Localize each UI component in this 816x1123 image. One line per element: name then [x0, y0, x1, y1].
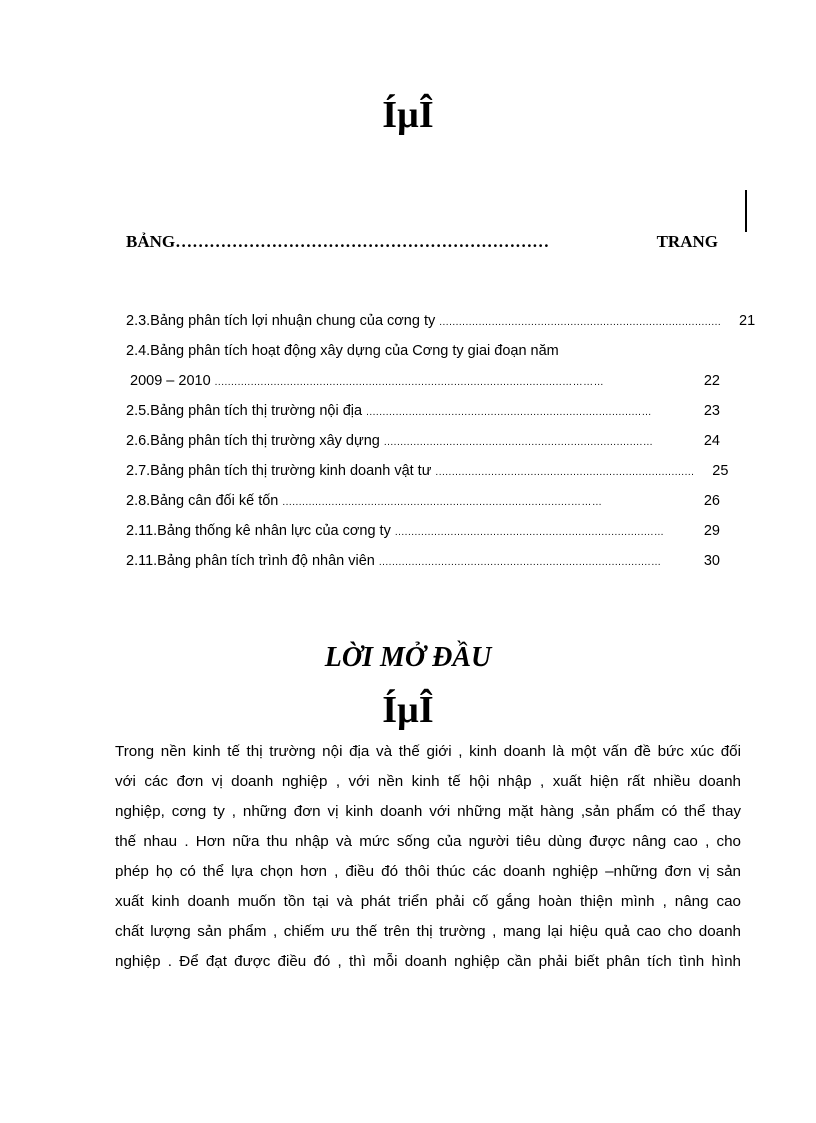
toc-item-leader: ........................................................................................……… [282, 497, 603, 508]
toc-item-label: 2.8.Bảng cân đối kế tốn [126, 493, 279, 509]
toc-item-leader: ...................................................................................… [378, 557, 662, 568]
toc-item-page: 24 [703, 433, 720, 449]
paragraph-line: với các đơn vị doanh nghiệp , với nền kinh tế hội nhập , xuất hiện rất nhiều doanh [115, 773, 741, 790]
toc-item[interactable] [126, 486, 720, 516]
paragraph-line: thế nhau . Hơn nữa thu nhập và mức sống của người tiêu dùng được nâng cao , cho [115, 833, 741, 850]
toc-item-leader: ............................................................................... [435, 467, 695, 478]
toc-item[interactable] [126, 516, 720, 546]
paragraph-line: xuất kinh doanh muốn tồn tại và phát triển phải cố gắng hoàn thiện mình , nâng cao [115, 893, 741, 910]
intro-paragraph [115, 737, 741, 977]
paragraph-line: nghiệp . Để đạt được điều đó , thì mỗi doanh nghiệp cần phải biết phân tích tình hình [115, 953, 741, 970]
toc-item-leader: ..........................................................................................................………… [214, 377, 605, 388]
toc-list [126, 306, 756, 576]
toc-item-page: 26 [703, 493, 720, 509]
toc-item[interactable] [126, 306, 756, 336]
toc-header-left: BẢNG [126, 232, 176, 251]
toc-item-label: 2.5.Bảng phân tích thị trường nội địa [126, 403, 363, 419]
ornament-mid: ÍµÎ [382, 689, 434, 731]
text-cursor-bar [745, 190, 747, 232]
toc-item-label: 2.4.Bảng phân tích hoạt động xây dựng của Cơng ty giai đoạn năm [126, 343, 559, 359]
toc-item[interactable] [126, 336, 720, 366]
toc-item-label: 2.11.Bảng phân tích trình độ nhân viên [126, 553, 375, 569]
toc-header [126, 232, 718, 258]
toc-header-dots: ………………………………………………………… [175, 232, 550, 251]
paragraph-line: Trong nền kinh tế thị trường nội địa và thế giới , kinh doanh là một vấn đề bức xúc đối [115, 743, 741, 760]
toc-item[interactable] [126, 456, 729, 486]
paragraph-line: chất lượng sản phẩm , chiếm ưu thế trên thị trường , mang lại hiệu quả cao cho doanh [115, 923, 741, 940]
toc-item-label: 2009 – 2010 [130, 373, 211, 389]
toc-item-label: 2.11.Bảng thống kê nhân lực của cơng ty [126, 523, 391, 539]
toc-item-label: 2.6.Bảng phân tích thị trường xây dựng [126, 433, 380, 449]
toc-item-page: 30 [703, 553, 720, 569]
toc-item-leader: ...................................................................................... [439, 317, 722, 328]
paragraph-line: phép họ có thể lựa chọn hơn , điều đó thôi thúc các doanh nghiệp –những đơn vị sản [115, 863, 741, 880]
toc-item-label: 2.3.Bảng phân tích lợi nhuận chung của cơng ty [126, 313, 436, 329]
toc-item-leader: ...............................................................................… [383, 437, 654, 448]
toc-item-page: 22 [703, 373, 720, 389]
paragraph-line: nghiệp, cơng ty , những đơn vị kinh doanh với những mặt hàng ,sản phẩm có thể thay [115, 803, 741, 820]
toc-item-page: 21 [739, 313, 756, 329]
toc-item[interactable] [126, 426, 720, 456]
toc-item[interactable] [126, 396, 720, 426]
toc-item-page: 25 [712, 463, 729, 479]
ornament-top: ÍµÎ [382, 94, 434, 136]
toc-item-leader: ....................................................................................… [366, 407, 652, 418]
toc-item-label: 2.7.Bảng phân tích thị trường kinh doanh vật tư [126, 463, 432, 479]
toc-item[interactable] [126, 366, 720, 396]
toc-item-page: 23 [703, 403, 720, 419]
toc-header-right: TRANG [656, 232, 718, 251]
toc-item[interactable] [126, 546, 720, 576]
toc-item-leader: ...............................................................................… [394, 527, 665, 538]
intro-heading: LỜI MỞ ĐẦU [324, 642, 492, 673]
toc-item-page: 29 [703, 523, 720, 539]
